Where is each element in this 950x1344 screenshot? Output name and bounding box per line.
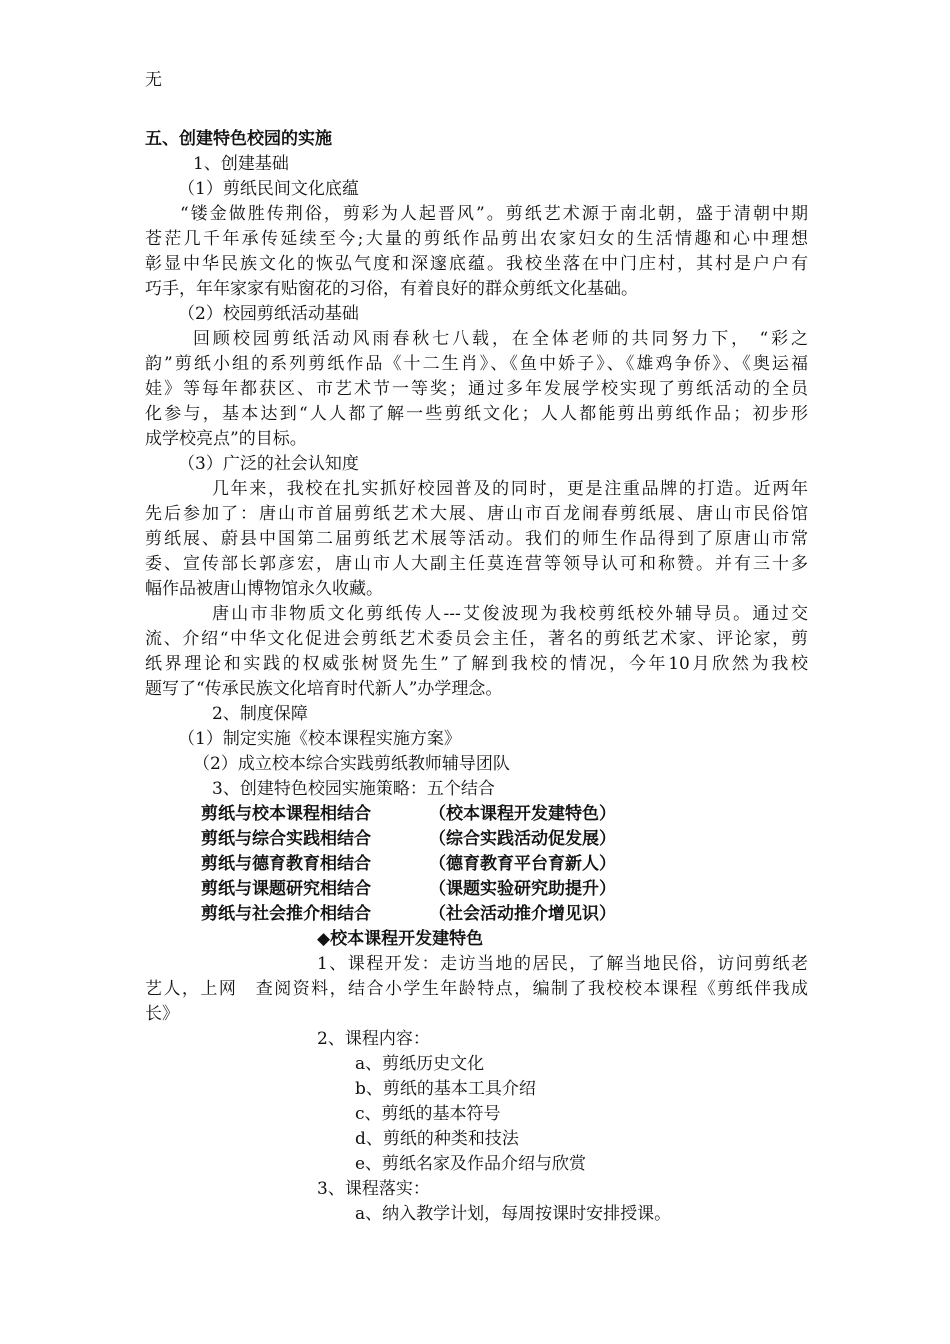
combo-row xyxy=(201,802,616,826)
combo-right: （德育教育平台育新人） xyxy=(429,854,616,874)
course-dev-line: 艺人，上网 查阅资料，结合小学生年龄特点，编制了我校校本课程《剪纸伴我成 xyxy=(145,979,808,999)
combo-left: 剪纸与社会推介相结合 xyxy=(201,904,371,924)
course-content-item: c、剪纸的基本符号 xyxy=(355,1104,501,1124)
course-content-item: b、剪纸的基本工具介绍 xyxy=(355,1079,536,1099)
s1-3-p2-line: 纸界理论和实践的权威张树贤先生”了解到我校的情况，今年10月欣然为我校 xyxy=(145,654,808,674)
s3-heading: 3、创建特色校园实施策略：五个结合 xyxy=(212,779,495,799)
course-content-item: e、剪纸名家及作品介绍与欣赏 xyxy=(355,1154,587,1174)
combo-row xyxy=(201,902,616,926)
combo-row xyxy=(201,827,616,851)
s1-3-p2-line: 流、介绍“中华文化促进会剪纸艺术委员会主任，著名的剪纸艺术家、评论家，剪 xyxy=(145,629,808,649)
s1-1-line: 苍茫几千年承传延续至今;大量的剪纸作品剪出农家妇女的生活情趣和心中理想 xyxy=(145,229,808,249)
s1-2-line: 娃》等每年都获区、市艺术节一等奖；通过多年发展学校实现了剪纸活动的全员 xyxy=(145,379,808,399)
s1-heading: 1、创建基础 xyxy=(193,154,289,174)
s1-2-line: 成学校亮点”的目标。 xyxy=(145,429,307,449)
combo-left: 剪纸与德育教育相结合 xyxy=(201,854,371,874)
combo-right: （课题实验研究助提升） xyxy=(429,879,616,899)
s2-heading: 2、制度保障 xyxy=(212,704,308,724)
s1-2-line: 韵”剪纸小组的系列剪纸作品《十二生肖》、《鱼中娇子》、《雄鸡争侨》、《奥运福 xyxy=(145,354,808,374)
s2-item: （1）制定实施《校本课程实施方案》 xyxy=(178,729,461,749)
course-content-item: d、剪纸的种类和技法 xyxy=(355,1129,519,1149)
s1-3-heading: （3）广泛的社会认知度 xyxy=(178,454,359,474)
course-impl-item: a、纳入教学计划，每周按课时安排授课。 xyxy=(355,1204,672,1224)
course-dev-line: 1、课程开发：走访当地的居民，了解当地民俗，访问剪纸老 xyxy=(317,954,808,974)
combo-right: （校本课程开发建特色） xyxy=(429,804,616,824)
s1-3-p2-line: 题写了“传承民族文化培育时代新人”办学理念。 xyxy=(145,679,503,699)
course-content-heading: 2、课程内容： xyxy=(317,1029,430,1049)
course-heading: ◆校本课程开发建特色 xyxy=(317,929,484,949)
course-content-item: a、剪纸历史文化 xyxy=(355,1054,485,1074)
s1-2-line: 化参与，基本达到“人人都了解一些剪纸文化；人人都能剪出剪纸作品；初步形 xyxy=(145,404,808,424)
section-title: 五、创建特色校园的实施 xyxy=(145,129,332,149)
s1-3-p1-line: 几年来，我校在扎实抓好校园普及的同时，更是注重品牌的打造。近两年 xyxy=(212,479,808,499)
s1-3-p1-line: 先后参加了：唐山市首届剪纸艺术大展、唐山市百龙闹春剪纸展、唐山市民俗馆 xyxy=(145,504,808,524)
s1-2-line: 回顾校园剪纸活动风雨春秋七八载，在全体老师的共同努力下， “彩之 xyxy=(193,329,808,349)
s2-item: （2）成立校本综合实践剪纸教师辅导团队 xyxy=(193,754,510,774)
combo-row xyxy=(201,877,616,901)
combo-row xyxy=(201,852,616,876)
s1-1-line: “镂金做胜传荆俗，剪彩为人起晋风”。剪纸艺术源于南北朝，盛于清朝中期 xyxy=(180,204,808,224)
course-impl-heading: 3、课程落实： xyxy=(317,1179,430,1199)
combo-left: 剪纸与校本课程相结合 xyxy=(201,804,371,824)
s1-1-line: 巧手，年年家家有贴窗花的习俗，有着良好的群众剪纸文化基础。 xyxy=(145,279,638,299)
s1-3-p1-line: 幅作品被唐山博物馆永久收藏。 xyxy=(145,579,383,599)
combo-left: 剪纸与综合实践相结合 xyxy=(201,829,371,849)
header-fragment: 无 xyxy=(145,70,162,90)
s1-3-p1-line: 委、宣传部长郭彦宏，唐山市人大副主任莫连营等领导认可和称赞。并有三十多 xyxy=(145,554,808,574)
s1-2-heading: （2）校园剪纸活动基础 xyxy=(178,304,359,324)
combo-right: （社会活动推介增见识） xyxy=(429,904,616,924)
combo-right: （综合实践活动促发展） xyxy=(429,829,616,849)
combo-left: 剪纸与课题研究相结合 xyxy=(201,879,371,899)
s1-3-p1-line: 剪纸展、蔚县中国第二届剪纸艺术展等活动。我们的师生作品得到了原唐山市常 xyxy=(145,529,808,549)
course-dev-line: 长》 xyxy=(145,1004,179,1024)
s1-1-heading: （1）剪纸民间文化底蕴 xyxy=(178,179,359,199)
s1-3-p2-line: 唐山市非物质文化剪纸传人---艾俊波现为我校剪纸校外辅导员。通过交 xyxy=(212,604,808,624)
s1-1-line: 彰显中华民族文化的恢弘气度和深邃底蕴。我校坐落在中门庄村，其村是户户有 xyxy=(145,254,808,274)
